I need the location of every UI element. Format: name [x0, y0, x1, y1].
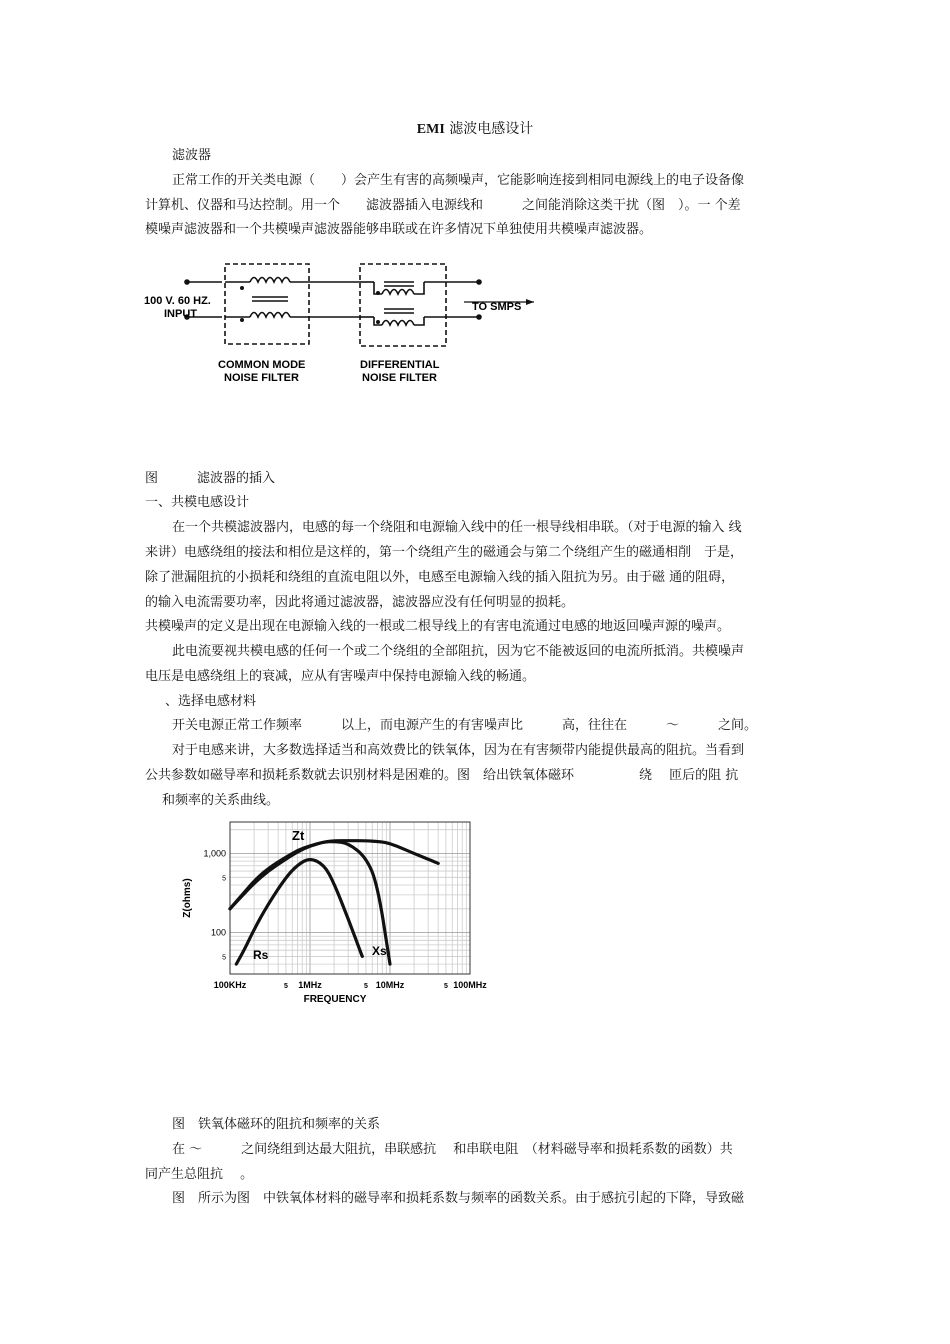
material-line-2: 对于电感来讲，大多数选择适当和高效费比的铁氧体，因为在有害频带内能提供最高的阻抗。当看到: [172, 743, 745, 758]
figure-1-caption: 图 滤波器的插入: [145, 471, 276, 486]
dm-filter-label-1: DIFFERENTIAL: [360, 359, 440, 371]
figure-filter-insertion: [142, 252, 542, 392]
cm-filter-label-1: COMMON MODE: [218, 359, 306, 371]
cm-paragraph-line-2: 来讲）电感绕组的接法和相位是这样的，第一个绕组产生的磁通会与第二个绕组产生的磁通相削 于是，: [145, 545, 744, 560]
x-tick-label: 5: [283, 983, 288, 990]
x-tick-label: 100KHz: [213, 980, 247, 990]
cm-paragraph-line-7: 电压是电感绕组上的衰减，应从有害噪声中保持电源输入线的畅通。: [145, 669, 536, 684]
cm-paragraph-line-5: 共模噪声的定义是出现在电源输入线的一根或二根导线上的有害电流通过电感的地返回噪声源的噪声。: [145, 619, 731, 634]
figure-2-caption: 图 铁氧体磁环的阻抗和频率的关系: [172, 1117, 381, 1132]
cm-filter-label-2: NOISE FILTER: [224, 372, 299, 384]
series-label-rs: Rs: [253, 948, 269, 962]
series-label-zt: Zt: [292, 828, 305, 843]
cm-paragraph-line-1: 在一个共模滤波器内，电感的每一个绕阻和电源输入线中的任一根导线相串联。（对于电源的输入 线: [172, 520, 742, 535]
intro-line-2: 计算机、仪器和马达控制。用一个 滤波器插入电源线和 之间能消除这类干扰（图 ）。一 个差: [145, 198, 741, 213]
title-emi: EMI: [416, 122, 445, 137]
cm-paragraph-line-4: 的输入电流需要功率，因此将通过滤波器，滤波器应没有任何明显的损耗。: [145, 595, 575, 610]
last-paragraph-line: 图 所示为图 中铁氧体材料的磁导率和损耗系数与频率的函数关系。由于感抗引起的下降，导致磁: [172, 1191, 745, 1206]
x-axis-label: FREQUENCY: [303, 994, 367, 1005]
subheading-material: 、选择电感材料: [165, 694, 257, 709]
y-tick-label: 1,000: [203, 848, 226, 859]
document-title: [0, 120, 950, 139]
intro-line-3: 模噪声滤波器和一个共模噪声滤波器能够串联或在许多情况下单独使用共模噪声滤波器。: [145, 222, 653, 237]
impedance-line-1: 在 ～ 之间绕组到达最大阻抗，串联感抗 和串联电阻 （材料磁导率和损耗系数的函数）共: [172, 1142, 733, 1157]
intro-line-1: 正常工作的开关类电源（ ）会产生有害的高频噪声，它能影响连接到相同电源线上的电子设备像: [172, 173, 745, 188]
series-label-xs: Xs: [372, 944, 387, 958]
y-axis-label: Z(ohms): [182, 878, 193, 918]
tick-layer: [203, 848, 487, 990]
heading-filter: 滤波器: [172, 148, 212, 163]
x-tick-label: 5: [443, 983, 448, 990]
y-tick-label: 100: [210, 927, 226, 938]
material-line-3: 公共参数如磁导率和损耗系数就去识别材料是困难的。图 给出铁氧体磁环 绕 匝后的阻 抗: [145, 768, 739, 783]
y-tick-label: 5: [222, 875, 226, 883]
dm-filter-label-2: NOISE FILTER: [362, 372, 437, 384]
section-1-heading: 一、共模电感设计: [145, 495, 250, 510]
impedance-frequency-chart: [170, 818, 500, 1008]
x-tick-label: 5: [363, 983, 368, 990]
impedance-line-2: 同产生总阻抗 。: [145, 1167, 254, 1182]
x-tick-label: 1MHz: [298, 980, 322, 990]
cm-paragraph-line-3: 除了泄漏阻抗的小损耗和绕组的直流电阻以外，电感至电源输入线的插入阻抗为另。由于磁 通的阻碍，: [145, 570, 735, 585]
title-rest: 滤波电感设计: [444, 121, 534, 137]
input-label-line-2: INPUT: [164, 308, 197, 320]
material-line-4: 和频率的关系曲线。: [162, 793, 280, 808]
output-label: TO SMPS: [472, 301, 522, 313]
y-tick-label: 5: [222, 954, 226, 962]
x-tick-label: 100MHz: [453, 980, 487, 990]
cm-paragraph-line-6: 此电流要视共模电感的任何一个或二个绕组的全部阻抗，因为它不能被返回的电流所抵消。共模噪声: [172, 644, 745, 659]
x-tick-label: 10MHz: [375, 980, 405, 990]
material-line-1: 开关电源正常工作频率 以上，而电源产生的有害噪声比 高，往往在 ～ 之间。: [172, 718, 758, 733]
input-label-line-1: 100 V. 60 HZ.: [144, 295, 211, 307]
